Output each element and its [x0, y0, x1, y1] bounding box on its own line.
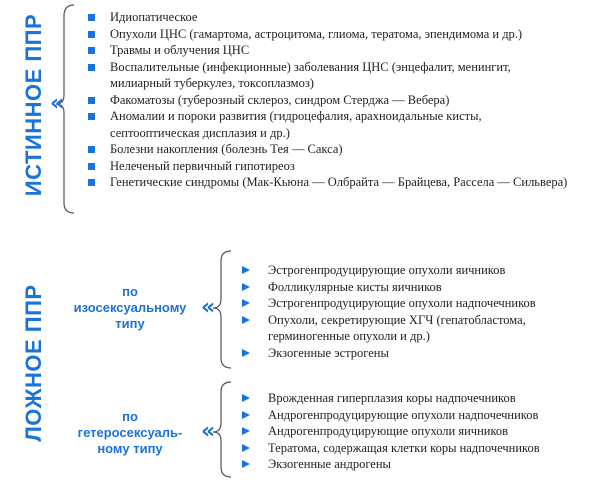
list-item-text: Фолликулярные кисты яичников: [268, 279, 442, 294]
list-item: [242, 345, 592, 362]
square-bullet-icon: [88, 97, 95, 104]
triangle-bullet-icon: [242, 349, 250, 357]
list-item: [88, 108, 593, 141]
square-bullet-icon: [88, 146, 95, 153]
list-item: [88, 9, 593, 26]
triangle-bullet-icon: [242, 411, 250, 419]
list-item-text: Тератома, содержащая клетки коры надпочечников: [268, 440, 540, 455]
triangle-bullet-icon: [242, 283, 250, 291]
false-ppr-title: ЛОЖНОЕ ППР: [21, 284, 46, 442]
square-bullet-icon: [88, 179, 95, 186]
square-bullet-icon: [88, 14, 95, 21]
list-item-text: Андрогенпродуцирующие опухоли яичников: [268, 424, 509, 438]
type-label-line: гетеросексуаль-: [77, 425, 183, 440]
list-item-text: Опухоли, секретирующие ХГЧ (гепатобластома,: [268, 312, 526, 327]
type-label-line: типу: [115, 316, 145, 331]
triangle-bullet-icon: [242, 299, 250, 307]
hetero-type-label: [60, 409, 200, 457]
list-item-text: Экзогенные андрогены: [268, 457, 391, 471]
list-item: [242, 295, 592, 312]
list-item: [88, 158, 593, 175]
list-item: [242, 407, 592, 424]
square-bullet-icon: [88, 163, 95, 170]
list-item-text: Опухоли ЦНС (гамартома, астроцитома, глиома, тератома, эпендимома и др.): [110, 26, 523, 41]
triangle-bullet-icon: [242, 444, 250, 452]
true-ppr-chevron-icon: «: [50, 91, 65, 116]
triangle-bullet-icon: [242, 266, 250, 274]
type-label-line: изосексуальному: [73, 300, 187, 315]
list-item-text: Травмы и облучения ЦНС: [110, 43, 250, 57]
list-item-text: Эстрогенпродуцирующие опухоли яичников: [268, 263, 506, 277]
list-item-text: Андрогенпродуцирующие опухоли надпочечников: [268, 407, 539, 422]
hetero-bracket: [213, 382, 231, 477]
true-ppr-list: [88, 9, 593, 191]
list-item: [242, 440, 592, 457]
list-item-text: Экзогенные эстрогены: [268, 345, 389, 360]
list-item-text: Воспалительные (инфекционные) заболевания ЦНС (энцефалит, менингит,: [110, 59, 511, 74]
list-item-text: Врожденная гиперплазия коры надпочечников: [268, 391, 516, 405]
square-bullet-icon: [88, 113, 95, 120]
square-bullet-icon: [88, 47, 95, 54]
list-item: [88, 26, 593, 43]
list-item: [88, 92, 593, 109]
list-item-text: Генетические синдромы (Мак-Кьюна — Олбрайта — Брайцева, Рассела — Сильвера): [110, 175, 568, 189]
list-item: [242, 456, 592, 473]
list-item-text: Факоматозы (туберозный склероз, синдром Стерджа — Вебера): [110, 92, 450, 107]
iso-type-label: [60, 284, 200, 332]
list-item: [242, 279, 592, 296]
type-label-line: по: [122, 409, 138, 424]
square-bullet-icon: [88, 64, 95, 71]
iso-bracket: [213, 251, 231, 368]
list-item-text: Идиопатическое: [110, 10, 198, 24]
list-item-text: Аномалии и пороки развития (гидроцефалия, арахноидальные кисты,: [110, 109, 482, 123]
list-item-text: милиарный туберкулез, токсоплазмоз): [110, 76, 314, 90]
list-item-text: Нелеченый первичный гипотиреоз: [110, 158, 295, 173]
square-bullet-icon: [88, 31, 95, 38]
list-item: [88, 141, 593, 158]
list-item: [242, 390, 592, 407]
type-label-line: по: [122, 284, 138, 299]
triangle-bullet-icon: [242, 316, 250, 324]
list-item-text: септооптическая дисплазия и др.): [110, 125, 290, 140]
list-item-text: Эстрогенпродуцирующие опухоли надпочечников: [268, 296, 536, 310]
list-item: [242, 262, 592, 279]
triangle-bullet-icon: [242, 394, 250, 402]
list-item-text: Болезни накопления (болезнь Тея — Сакса): [110, 142, 343, 156]
true-ppr-title: ИСТИННОЕ ППР: [21, 13, 46, 197]
list-item: [242, 312, 592, 345]
list-item: [88, 174, 593, 191]
list-item-text: герминогенные опухоли и др.): [268, 329, 430, 343]
list-item: [242, 423, 592, 440]
type-label-line: ному типу: [97, 441, 163, 456]
list-item: [88, 59, 593, 92]
hetero-chevron-icon: «: [201, 419, 216, 444]
triangle-bullet-icon: [242, 460, 250, 468]
iso-chevron-icon: «: [201, 295, 216, 320]
iso-type-list: [242, 262, 592, 361]
list-item: [88, 42, 593, 59]
hetero-type-list: [242, 390, 592, 473]
triangle-bullet-icon: [242, 427, 250, 435]
